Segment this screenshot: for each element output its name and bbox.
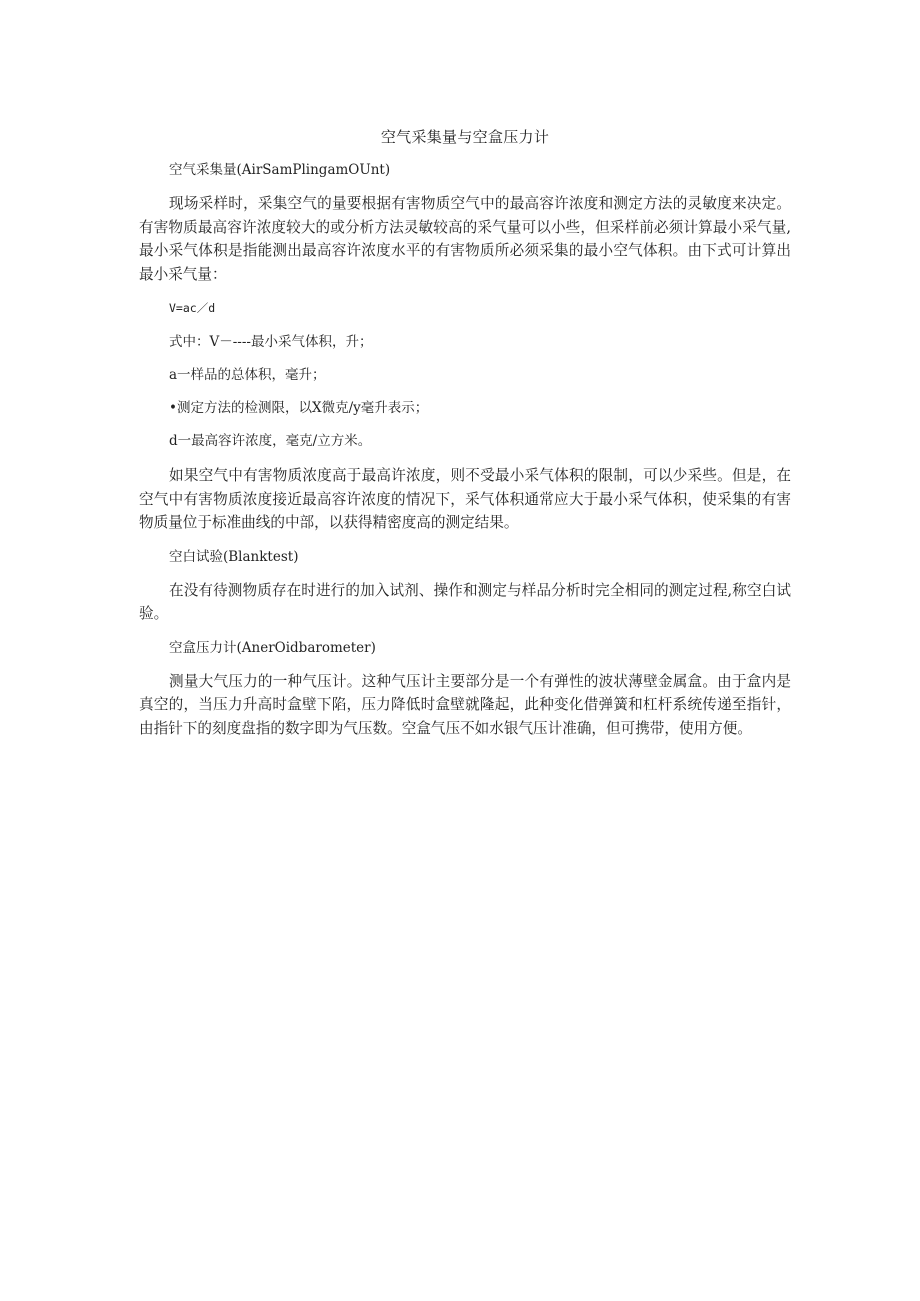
definition-c: •测定方法的检测限，以X微克/y毫升表示；	[169, 400, 429, 416]
paragraph-aneroid-barometer: 测量大气压力的一种气压计。这种气压计主要部分是一个有弹性的波状薄壁金属盒。由于盒内是真空的，当压力升高时盒壁下陷，压力降低时盒壁就隆起，此种变化借弹簧和杠杆系统传递至指针，由指针下的刻度盘指的数字即为气压数。空盒气压不如水银气压计准确，但可携带，使用方便。	[139, 672, 791, 737]
section-heading-blank-test: 空白试验(Blanktest)	[169, 548, 299, 565]
document-title: 空气采集量与空盒压力计	[380, 128, 550, 146]
document-body	[139, 126, 791, 752]
formula: V=ac／d	[169, 301, 216, 315]
paragraph-blank-test: 在没有待测物质存在时进行的加入试剂、操作和测定与样品分析时完全相同的测定过程,称空白试验。	[139, 581, 791, 622]
definition-v: 式中：V－----最小采气体积，升；	[169, 334, 373, 350]
section-heading-aneroid-barometer: 空盒压力计(AnerOidbarometer)	[169, 639, 376, 656]
paragraph-sampling-intro: 现场采样时，采集空气的量要根据有害物质空气中的最高容许浓度和测定方法的灵敏度来决定。有害物质最高容许浓度较大的或分析方法灵敏较高的采气量可以小些，但采样前必须计算最小采气量,最小采气体积是指能测出最高容许浓度水平的有害物质所必须采集的最小空气体积。由下式可计算出最小采气量：	[139, 195, 791, 283]
section-heading-air-sampling: 空气采集量(AirSamPlingamOUnt)	[169, 162, 391, 178]
paragraph-sampling-note: 如果空气中有害物质浓度高于最高许浓度，则不受最小采气体积的限制，可以少采些。但是，在空气中有害物质浓度接近最高容许浓度的情况下，采气体积通常应大于最小采气体积，使采集的有害物质量位于标准曲线的中部，以获得精密度高的测定结果。	[139, 467, 791, 531]
definition-d: d一最高容许浓度，毫克/立方米。	[169, 433, 372, 449]
definition-a: a一样品的总体积，毫升；	[169, 367, 326, 383]
